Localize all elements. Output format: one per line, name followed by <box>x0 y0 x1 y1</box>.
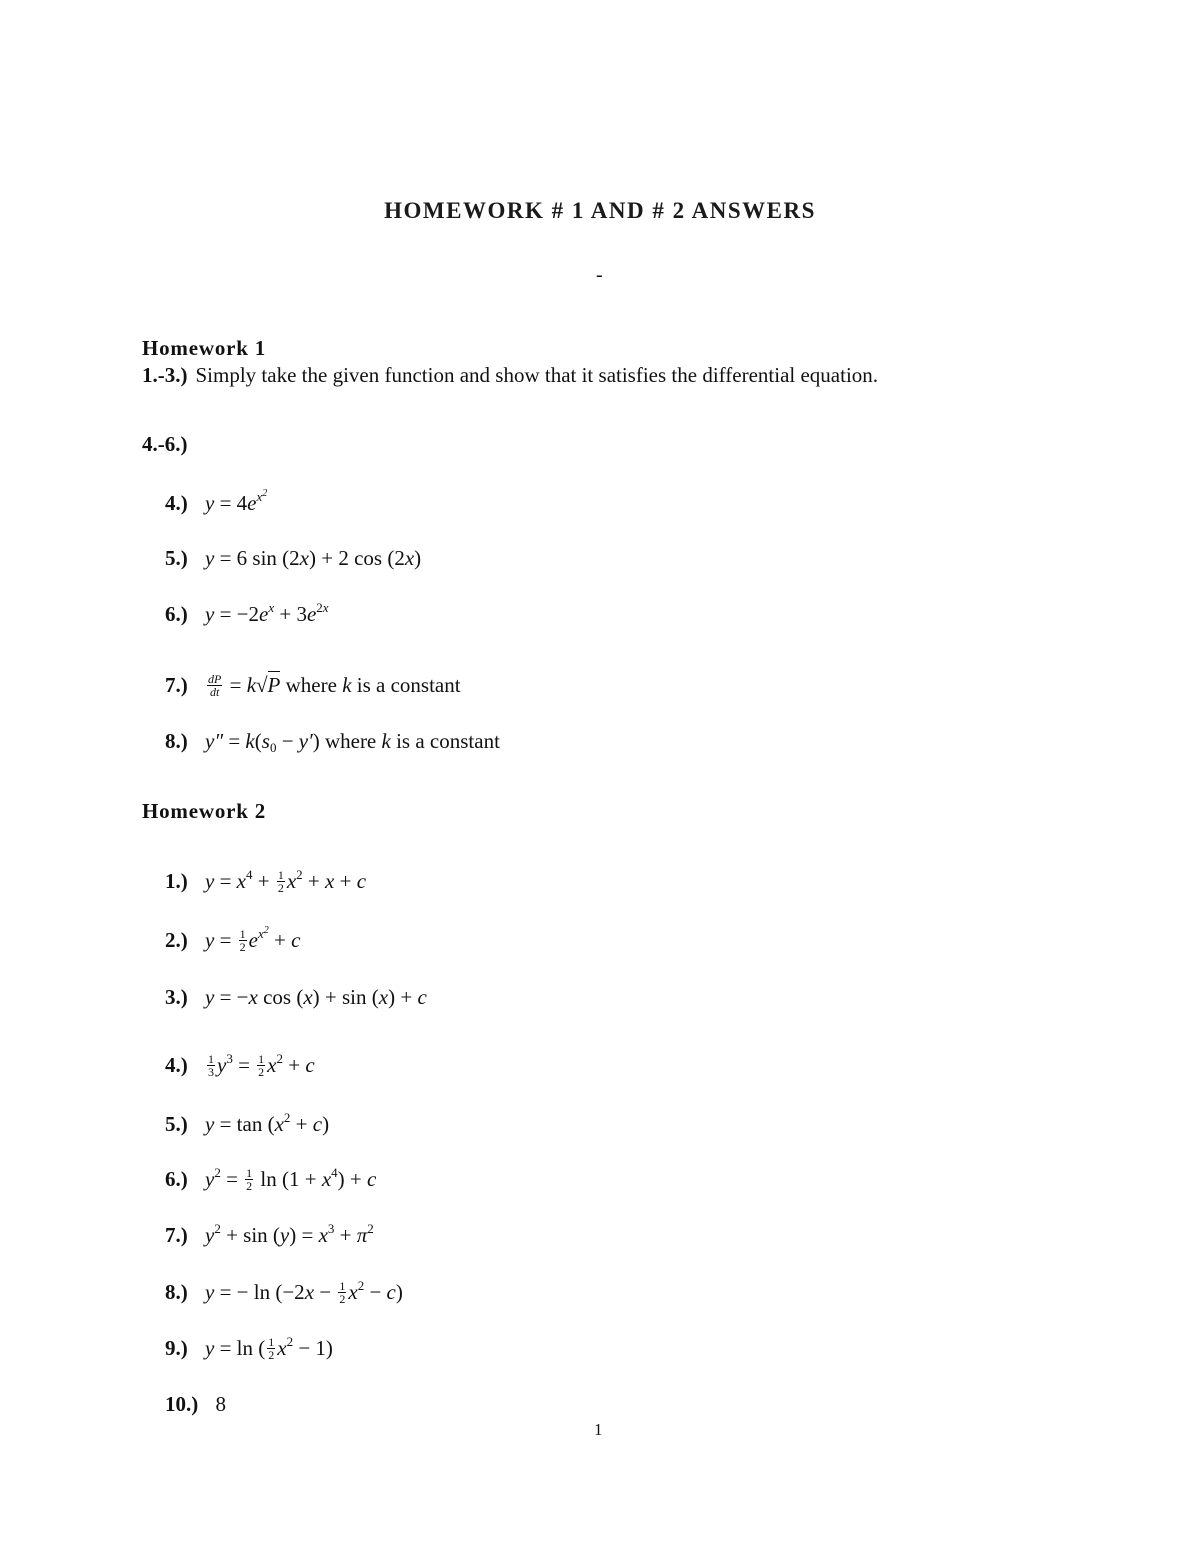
answer-label: 7.) <box>165 1223 188 1247</box>
answer-expr: $y = \tan (x^2 + c)$ <box>205 1110 330 1136</box>
answer-label: 6.) <box>165 1167 188 1191</box>
hw2-answer-9 <box>165 1336 333 1363</box>
hw1-intro-label: 1.-3.) <box>142 363 188 387</box>
answer-label: 5.) <box>165 546 188 570</box>
answer-expr: y = − ln (−2x − $\frac{1}{2}$ $x^2 - c$) <box>205 1278 403 1306</box>
answer-label: 9.) <box>165 1336 188 1360</box>
answer-expr: $y^2 + \sin (y) = x^3 + \pi^2$ <box>205 1221 374 1247</box>
hw1-answer-8 <box>165 729 500 754</box>
page-title: HOMEWORK # 1 AND # 2 ANSWERS <box>384 198 816 223</box>
answer-label: 2.) <box>165 928 188 952</box>
answer-expr: $y = 4e^{x^2}$ <box>205 488 268 515</box>
page-number: 1 <box>594 1420 603 1439</box>
hw1-answer-5 <box>165 546 421 571</box>
hw2-answer-10 <box>165 1392 226 1417</box>
answer-expr: 8 <box>215 1392 226 1416</box>
hw2-answer-8 <box>165 1280 403 1307</box>
answer-expr: y = $\frac{1}{2}$ $e^{x^2} + c$ <box>205 925 301 954</box>
hw1-intro <box>142 363 878 388</box>
hw2-answer-5 <box>165 1112 329 1137</box>
answer-expr: y = −x cos (x) + sin (x) + c <box>205 985 427 1009</box>
hw2-answer-2 <box>165 925 301 955</box>
answer-expr: $y = x^4$ + $\frac{1}{2}$ $x^2 + x + c$ <box>205 867 367 895</box>
hw1-answer-7 <box>165 673 461 700</box>
answer-expr: $y^2$ = $\frac{1}{2}$ $\ln (1 + x^4) + c$ <box>205 1165 377 1193</box>
answer-label: 10.) <box>165 1392 199 1416</box>
answer-label: 5.) <box>165 1112 188 1136</box>
hw1-group-label-text: 4.-6.) <box>142 432 188 456</box>
hw2-answer-1 <box>165 869 366 896</box>
hw2-answer-3 <box>165 985 427 1010</box>
answer-expr: y = ln ( $\frac{1}{2}$ $x^2 - 1$) <box>205 1334 333 1362</box>
answer-expr: $y'' = k(s_0 - y')$ <box>205 729 320 755</box>
answer-label: 4.) <box>165 491 188 515</box>
answer-label: 6.) <box>165 602 188 626</box>
answer-label: 8.) <box>165 729 188 753</box>
hw2-answer-4 <box>165 1053 315 1080</box>
hw2-heading: Homework 2 <box>142 799 267 823</box>
hw1-intro-text: Simply take the given function and show that it satisfies the differential equation. <box>195 363 879 387</box>
answer-label: 7.) <box>165 673 188 697</box>
answer-note: where k is a constant <box>324 729 500 753</box>
answer-label: 4.) <box>165 1053 188 1077</box>
hw1-group-label <box>142 432 200 457</box>
answer-expr: $y = -2e^x + 3e^{2x}$ <box>205 600 329 626</box>
answer-label: 3.) <box>165 985 188 1009</box>
answer-expr: y = 6 sin (2x) + 2 cos (2x) <box>205 546 422 570</box>
hw1-answer-4 <box>165 488 268 516</box>
answer-expr: $\frac{1}{3}$ $y^3$ = $\frac{1}{2}$ $x^2 + c$ <box>208 1051 315 1079</box>
hw1-answer-6 <box>165 602 329 627</box>
answer-expr: $\frac{dP}{dt}$ = k√P <box>208 671 281 699</box>
answer-label: 1.) <box>165 869 188 893</box>
hw1-heading: Homework 1 <box>142 336 267 360</box>
answer-label: 8.) <box>165 1280 188 1304</box>
answer-note: where k is a constant <box>285 673 461 697</box>
hw2-answer-6 <box>165 1167 376 1194</box>
hw2-answer-7 <box>165 1223 374 1248</box>
subtitle-dash: - <box>596 264 603 286</box>
